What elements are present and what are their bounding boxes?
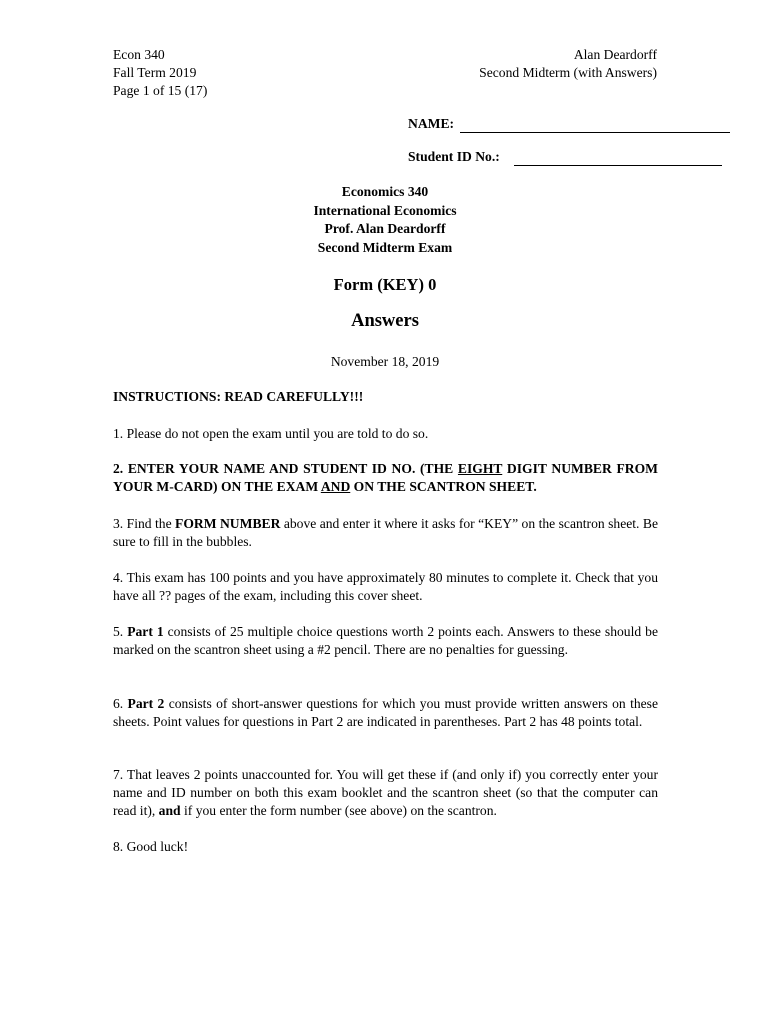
instruction-7-emphasis: and <box>158 803 181 818</box>
student-id-label: Student ID No.: <box>408 149 500 164</box>
student-id-field[interactable] <box>408 148 722 166</box>
instruction-7-text: 7. That leaves 2 points unaccounted for. You will get these if (and only if) you correctly enter your name and ID number on both this exam booklet and the scantron sheet (so that the computer can read it), <box>113 767 658 818</box>
instruction-5 <box>113 623 658 659</box>
exam-label: Second Midterm (with Answers) <box>479 65 657 80</box>
instruction-6 <box>113 695 658 731</box>
instruction-2-text: DIGIT NUMBER FROM YOUR M-CARD) ON THE EXAM <box>113 461 658 494</box>
instruction-6-text: consists of short-answer questions for which you must provide written answers on these sheets. Point values for questions in Part 2 are indicated in parentheses. Part 2 has 48 points total. <box>113 696 659 729</box>
instruction-3-text: 3. Find the <box>113 516 176 531</box>
exam-date: November 18, 2019 <box>330 354 440 369</box>
title-line-3: Prof. Alan Deardorff <box>324 221 446 236</box>
instruction-4: 4. This exam has 100 points and you have approximately 80 minutes to complete it. Check that you have all ?? pages of the exam, including this cover sheet. <box>113 570 658 603</box>
answers-title: Answers <box>351 311 419 331</box>
instruction-2-emphasis: EIGHT <box>457 461 503 476</box>
title-line-4: Second Midterm Exam <box>317 239 453 255</box>
course-label: Econ 340 <box>113 47 165 62</box>
instruction-1: 1. Please do not open the exam until you are told to do so. <box>113 426 429 441</box>
term-label: Fall Term 2019 <box>113 65 197 80</box>
instruction-2 <box>113 460 658 496</box>
instruction-2-text: ON THE SCANTRON SHEET. <box>350 479 537 494</box>
instruction-3-text: above and enter it where it asks for “KEY” on the scantron sheet. Be sure to fill in the bubbles. <box>113 516 658 549</box>
instruction-2-emphasis: AND <box>320 479 351 494</box>
instruction-3 <box>113 515 658 551</box>
page-number: Page 1 of 15 (17) <box>113 83 208 98</box>
name-label: NAME: <box>408 116 455 131</box>
title-line-2: International Economics <box>313 202 457 218</box>
instruction-5-text: 5. <box>113 624 128 639</box>
instruction-8: 8. Good luck! <box>113 839 189 854</box>
name-field[interactable] <box>408 115 730 133</box>
instruction-7 <box>113 766 658 820</box>
instruction-7-text: if you enter the form number (see above) on the scantron. <box>180 803 497 818</box>
instructions-heading: INSTRUCTIONS: READ CAREFULLY!!! <box>113 389 364 404</box>
instruction-6-text: 6. <box>113 696 128 711</box>
instruction-5-text: consists of 25 multiple choice questions worth 2 points each. Answers to these should be marked on the scantron sheet using a #2 pencil. There are no penalties for guessing. <box>113 624 658 657</box>
student-id-input-line[interactable] <box>514 151 722 166</box>
instruction-6-emphasis: Part 2 <box>127 696 165 711</box>
instruction-3-emphasis: FORM NUMBER <box>175 516 281 531</box>
name-input-line[interactable] <box>460 118 730 133</box>
form-title: Form (KEY) 0 <box>333 275 437 294</box>
instruction-2-text: 2. ENTER YOUR NAME AND STUDENT ID NO. (THE <box>113 461 458 476</box>
header-left <box>113 46 207 100</box>
instructor-label: Alan Deardorff <box>573 47 657 62</box>
header-right <box>479 46 657 82</box>
title-line-1: Economics 340 <box>341 184 429 199</box>
exam-title-block <box>0 183 770 257</box>
instruction-5-emphasis: Part 1 <box>127 624 164 639</box>
